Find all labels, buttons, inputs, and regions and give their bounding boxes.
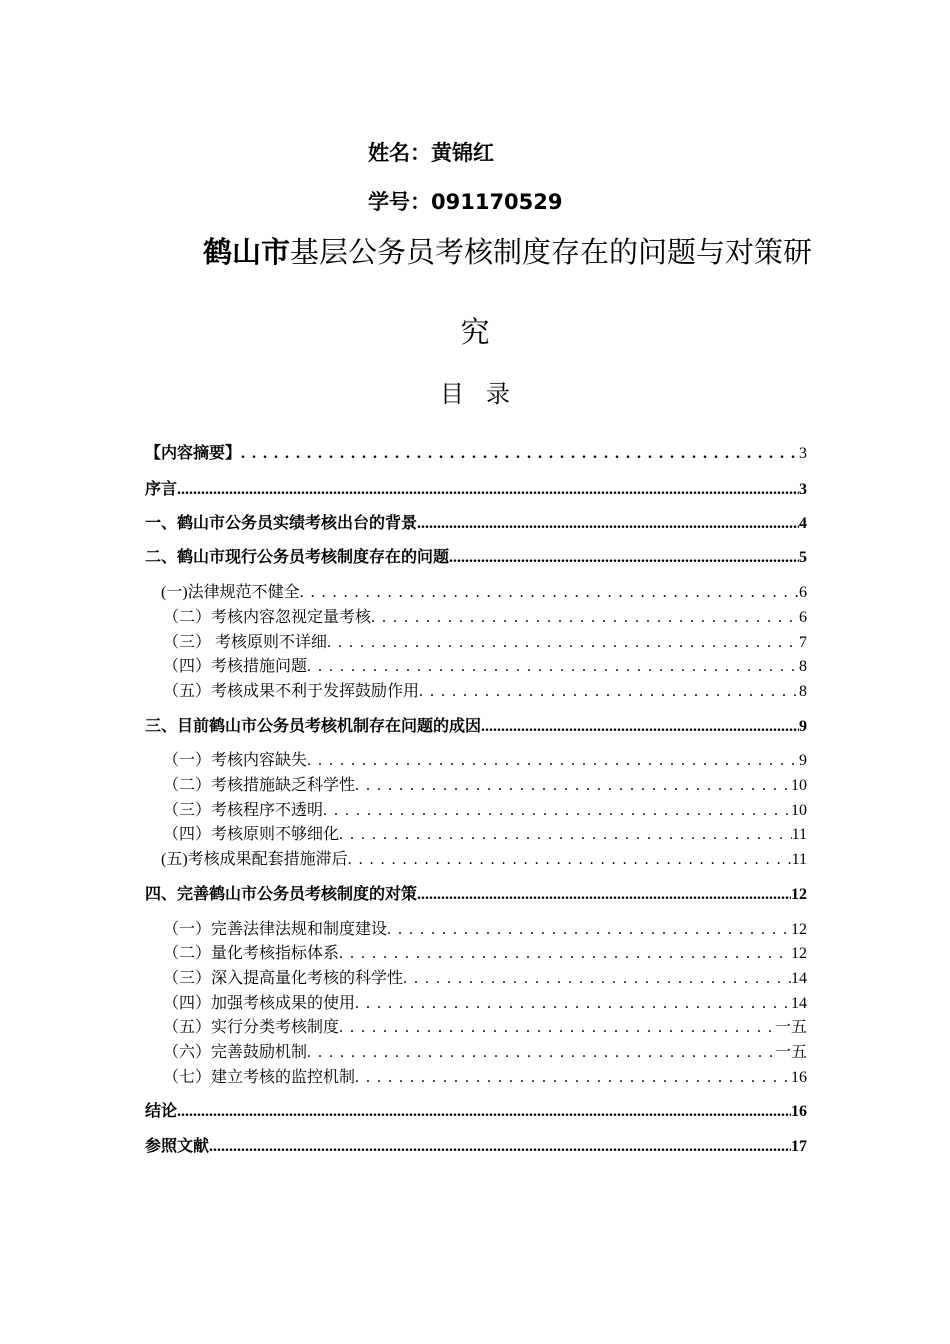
toc-entry-3-4[interactable] (145, 821, 807, 845)
thesis-title-line2: 究 (460, 315, 490, 349)
toc-leader-dots (339, 826, 792, 844)
toc-entry-label: （四）加强考核成果的使用 (163, 995, 356, 1012)
toc-entry-page: 16 (791, 1103, 807, 1120)
toc-entry-2-5[interactable] (145, 678, 807, 702)
toc-entry-page: 11 (791, 851, 807, 868)
student-id: 学号：091170529 (368, 190, 563, 214)
author-name: 姓名：黄锦红 (368, 141, 494, 165)
thesis-title-bold: 鹤山市 (203, 235, 291, 269)
toc-entry-label: （七）建立考核的监控机制 (163, 1069, 356, 1086)
toc-entry-conclusion[interactable] (145, 1098, 807, 1122)
toc-entry-label: （三）考核程序不透明 (163, 802, 324, 819)
toc-entry-2-1[interactable] (145, 579, 807, 603)
toc-leader-dots (355, 1069, 791, 1087)
toc-leader-dots (417, 515, 799, 533)
toc-entry-page: 14 (791, 970, 807, 987)
toc-entry-label: （三）深入提高量化考核的科学性 (163, 970, 404, 987)
toc-entry-label: 三、目前鹤山市公务员考核机制存在问题的成因 (145, 718, 482, 735)
toc-entry-label: （一）考核内容缺失 (163, 752, 308, 769)
toc-entry-label: （四）考核措施问题 (163, 658, 308, 675)
toc-entry-label: (五)考核成果配套措施滞后 (161, 851, 348, 868)
toc-heading: 目录 (440, 380, 532, 408)
toc-entry-page: 5 (799, 549, 807, 566)
toc-leader-dots (403, 970, 791, 988)
toc-entry-3-1[interactable] (145, 747, 807, 771)
toc-entry-label: （四）考核原则不够细化 (163, 826, 340, 843)
toc-entry-page: 8 (799, 658, 807, 675)
toc-entry-label: （一）完善法律法规和制度建设 (163, 921, 388, 938)
toc-leader-dots (209, 1138, 791, 1156)
toc-entry-label: 序言 (145, 481, 178, 498)
toc-entry-page: 一五 (774, 1044, 807, 1061)
toc-leader-dots (307, 1044, 775, 1062)
toc-entry-page: 10 (791, 777, 807, 794)
toc-entry-4-3[interactable] (145, 965, 807, 989)
toc-entry-page: 14 (791, 995, 807, 1012)
toc-leader-dots (323, 802, 791, 820)
toc-leader-dots (327, 634, 799, 652)
toc-entry-abstract[interactable] (145, 440, 807, 464)
toc-entry-2-2[interactable] (145, 604, 807, 628)
toc-entry-4-2[interactable] (145, 940, 807, 964)
toc-entry-page: 9 (799, 718, 807, 735)
toc-entry-page: 9 (799, 752, 807, 769)
toc-leader-dots (449, 549, 799, 567)
toc-entry-3-2[interactable] (145, 772, 807, 796)
toc-leader-dots (481, 718, 799, 736)
toc-entry-page: 4 (799, 515, 807, 532)
toc-entry-4-1[interactable] (145, 916, 807, 940)
toc-entry-2-3[interactable] (145, 629, 807, 653)
toc-entry-page: 12 (791, 945, 807, 962)
toc-entry-page: 17 (791, 1138, 807, 1155)
toc-entry-page: 6 (799, 584, 807, 601)
toc-entry-page: 6 (799, 609, 807, 626)
toc-entry-page: 12 (791, 886, 807, 903)
toc-entry-label: 【内容摘要】 (145, 445, 242, 462)
toc-entry-label: (一)法律规范不健全 (161, 584, 300, 601)
toc-entry-label: 参照文献 (145, 1138, 210, 1155)
toc-entry-page: 3 (799, 481, 807, 498)
toc-entry-preface[interactable] (145, 476, 807, 500)
toc-entry-3-3[interactable] (145, 797, 807, 821)
toc-leader-dots (355, 995, 791, 1013)
toc-entry-label: （三） 考核原则不详细 (163, 634, 328, 651)
toc-entry-section-2[interactable] (145, 544, 807, 568)
thesis-title-rest: 基层公务员考核制度存在的问题与对策研 (290, 235, 813, 269)
toc-entry-section-1[interactable] (145, 510, 807, 534)
toc-entry-label: （二）量化考核指标体系 (163, 945, 340, 962)
toc-entry-section-4[interactable] (145, 881, 807, 905)
toc-leader-dots (417, 886, 791, 904)
toc-leader-dots (419, 683, 799, 701)
toc-leader-dots (307, 752, 799, 770)
toc-entry-page: 7 (799, 634, 807, 651)
toc-entry-label: 四、完善鹤山市公务员考核制度的对策 (145, 886, 418, 903)
toc-entry-label: （五）考核成果不利于发挥鼓励作用 (163, 683, 420, 700)
toc-leader-dots (387, 921, 791, 939)
toc-entry-4-5[interactable] (145, 1014, 807, 1038)
toc-entry-label: （六）完善鼓励机制 (163, 1044, 308, 1061)
toc-entry-references[interactable] (145, 1133, 807, 1157)
toc-entry-page: 一五 (774, 1019, 807, 1036)
toc-entry-section-3[interactable] (145, 713, 807, 737)
toc-leader-dots (300, 584, 799, 602)
thesis-title-line1 (203, 230, 812, 271)
toc-entry-page: 3 (799, 445, 807, 462)
toc-leader-dots (339, 945, 791, 963)
toc-entry-2-4[interactable] (145, 653, 807, 677)
toc-entry-label: （五）实行分类考核制度 (163, 1019, 340, 1036)
toc-leader-dots (241, 445, 799, 463)
toc-entry-page: 8 (799, 683, 807, 700)
toc-entry-label: （二）考核措施缺乏科学性 (163, 777, 356, 794)
toc-leader-dots (177, 481, 799, 499)
toc-leader-dots (339, 1019, 775, 1037)
toc-leader-dots (307, 658, 799, 676)
toc-entry-4-7[interactable] (145, 1064, 807, 1088)
toc-entry-label: 结论 (145, 1103, 178, 1120)
toc-entry-label: （二）考核内容忽视定量考核 (163, 609, 372, 626)
toc-entry-3-5[interactable] (145, 846, 807, 870)
toc-entry-page: 10 (791, 802, 807, 819)
toc-entry-page: 16 (791, 1069, 807, 1086)
toc-entry-4-4[interactable] (145, 990, 807, 1014)
toc-leader-dots (355, 777, 791, 795)
toc-leader-dots (177, 1103, 791, 1121)
toc-leader-dots (371, 609, 799, 627)
toc-entry-4-6[interactable] (145, 1039, 807, 1063)
toc-entry-page: 12 (791, 921, 807, 938)
toc-leader-dots (348, 851, 792, 869)
toc-entry-page: 11 (791, 826, 807, 843)
toc-entry-label: 一、鹤山市公务员实绩考核出台的背景 (145, 515, 418, 532)
toc-entry-label: 二、鹤山市现行公务员考核制度存在的问题 (145, 549, 450, 566)
